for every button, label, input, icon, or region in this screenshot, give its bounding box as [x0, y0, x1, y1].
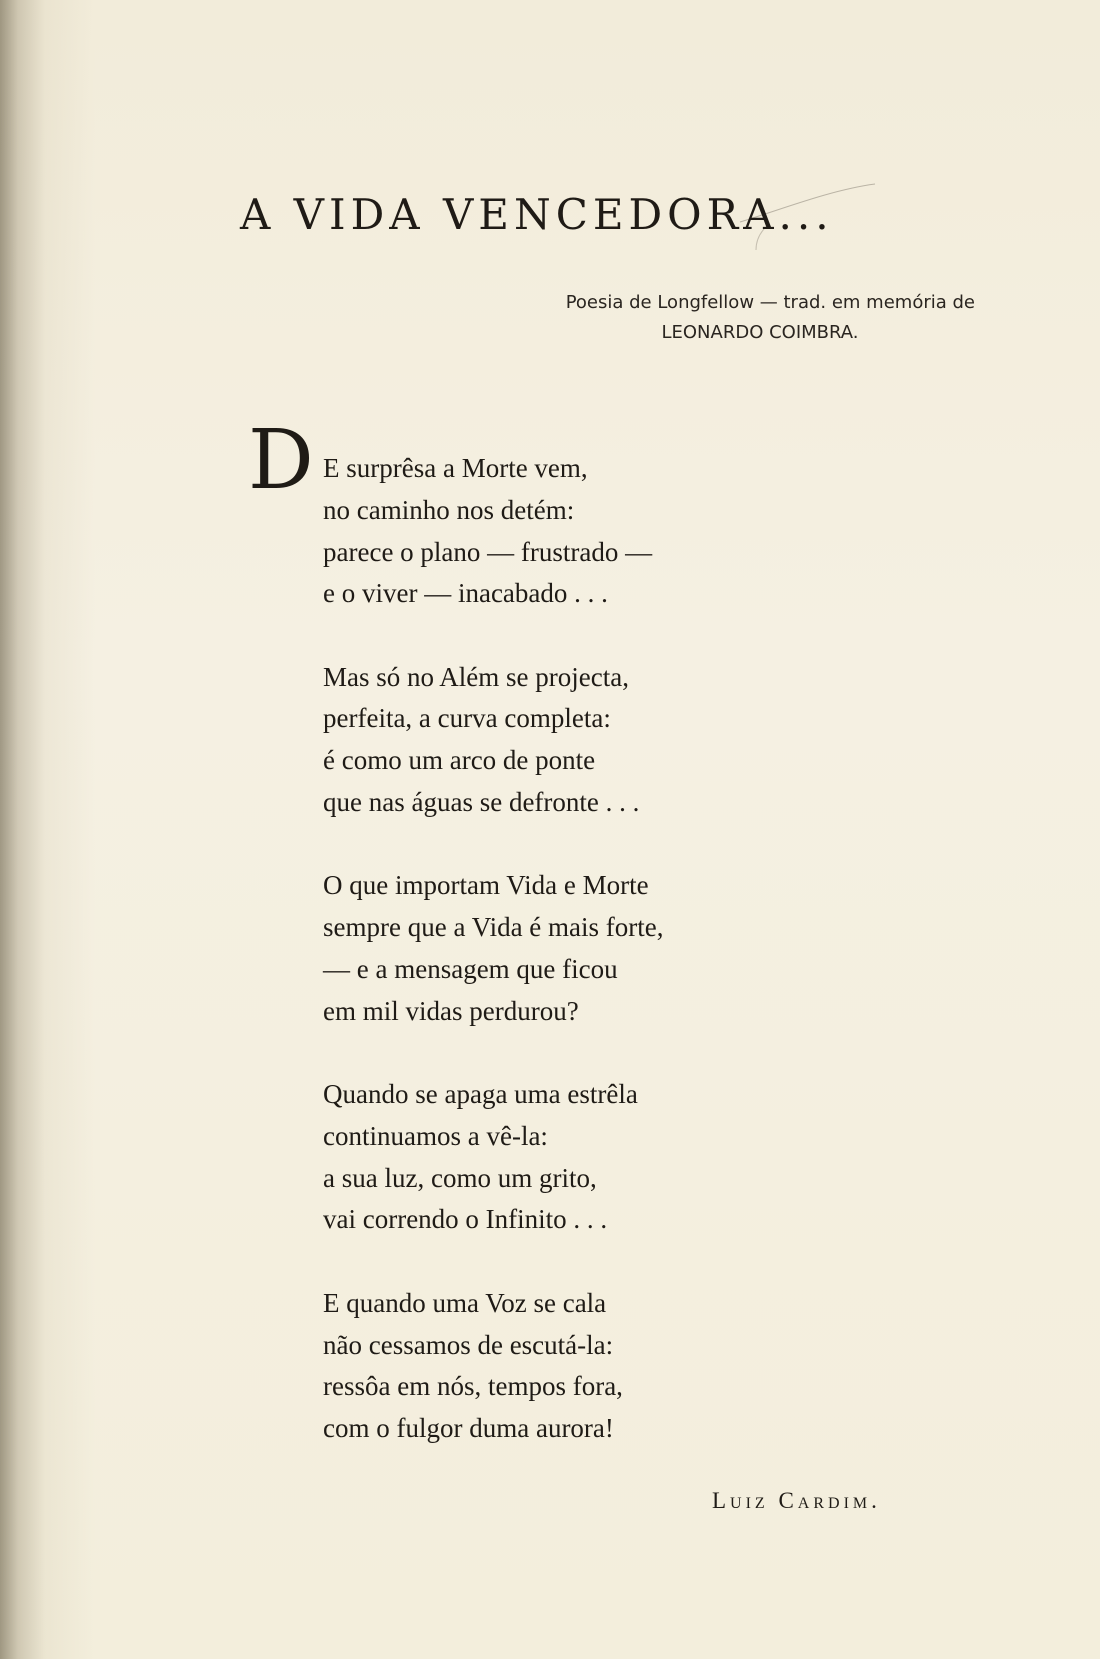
attribution-line-1: Poesia de Longfellow — trad. em memória de	[565, 292, 975, 313]
poem-body	[323, 448, 664, 1450]
poem-line: vai correndo o Infinito . . .	[323, 1204, 608, 1235]
poem-line: ressôa em nós, tempos fora,	[323, 1371, 623, 1402]
poem-line: com o fulgor duma aurora!	[323, 1413, 614, 1444]
author-signature: Luiz Cardim.	[712, 1488, 881, 1513]
drop-cap: D	[248, 413, 314, 508]
stanza-4	[323, 1074, 664, 1241]
poem-line: em mil vidas perdurou?	[323, 995, 579, 1026]
poem-title: A VIDA VENCEDORA...	[240, 190, 834, 239]
poem-line: E quando uma Voz se cala	[323, 1287, 607, 1318]
poem-line: e o viver — inacabado . . .	[323, 578, 608, 609]
stanza-2	[323, 657, 664, 824]
stanza-1	[323, 448, 664, 615]
poem-line: perfeita, a curva completa:	[323, 703, 611, 734]
poem-line: não cessamos de escutá-la:	[323, 1329, 614, 1360]
poem-line: a sua luz, como um grito,	[323, 1162, 597, 1193]
poem-line: continuamos a vê-la:	[323, 1120, 548, 1151]
poem-line: O que importam Vida e Morte	[323, 870, 649, 901]
poem-line: que nas águas se defronte . . .	[323, 787, 640, 818]
stanza-5	[323, 1283, 664, 1450]
poem-line: sempre que a Vida é mais forte,	[323, 912, 664, 943]
poem-line: Quando se apaga uma estrêla	[323, 1079, 638, 1110]
attribution-line-2: LEONARDO COIMBRA.	[661, 321, 859, 343]
poem-line: no caminho nos detém:	[323, 494, 575, 525]
stanza-3	[323, 865, 664, 1032]
poem-attribution	[505, 288, 975, 347]
poem-line: — e a mensagem que ficou	[323, 953, 618, 984]
poem-line: é como um arco de ponte	[323, 745, 596, 776]
poem-line: E surprêsa a Morte vem,	[323, 453, 588, 483]
poem-line: parece o plano — frustrado —	[323, 536, 653, 567]
poem-line: Mas só no Além se projecta,	[323, 661, 629, 692]
